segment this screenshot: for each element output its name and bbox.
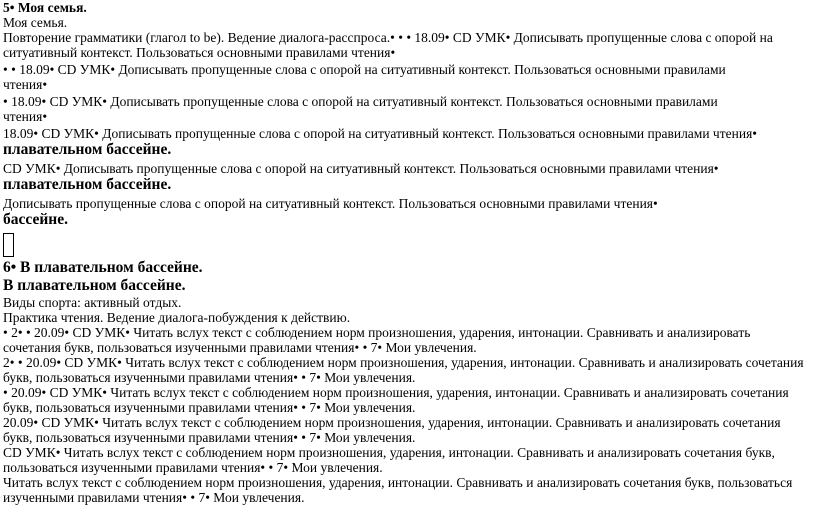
text-line: CD УМК• Читать вслух текст с соблюдением норм произношения, ударения, интонации. Сравнивать и анализировать сочетания букв,: [3, 445, 775, 460]
text-line: CD УМК• Дописывать пропущенные слова с опорой на ситуативный контекст. Пользоваться основными правилами чтения•: [3, 161, 719, 176]
text-line: Повторение грамматики (глагол to be). Ведение диалога-расспроса.• • • 18.09• CD УМК• Дописывать пропущенные слова с опорой на: [3, 30, 773, 45]
empty-box: [3, 233, 14, 257]
text-line: изученными правилами чтения• • 7• Мои увлечения.: [3, 490, 305, 505]
text-line: букв, пользоваться изученными правилами чтения• • 7• Мои увлечения.: [3, 430, 416, 445]
text-line: Дописывать пропущенные слова с опорой на ситуативный контекст. Пользоваться основными правилами чтения•: [3, 196, 658, 211]
text-line: ситуативный контекст. Пользоваться основными правилами чтения•: [3, 45, 396, 60]
text-line: • 2• • 20.09• CD УМК• Читать вслух текст с соблюдением норм произношения, ударения, интонации. Сравнивать и анализировать: [3, 325, 751, 340]
lesson-5-heading: 5• Моя семья.: [3, 0, 87, 15]
text-line: Читать вслух текст с соблюдением норм произношения, ударения, интонации. Сравнивать и анализировать сочетания букв, пользоваться: [3, 475, 793, 490]
lesson-6-title: В плавательном бассейне.: [3, 277, 186, 294]
text-line: 20.09• CD УМК• Читать вслух текст с соблюдением норм произношения, ударения, интонации. Сравнивать и анализировать сочетания: [3, 415, 781, 430]
document-body: [3, 0, 813, 505]
text-line: чтения•: [3, 77, 48, 92]
text-line: чтения•: [3, 109, 48, 124]
text-line: • 18.09• CD УМК• Дописывать пропущенные слова с опорой на ситуативный контекст. Пользоваться основными правилами: [3, 94, 718, 109]
text-line: пользоваться изученными правилами чтения• • 7• Мои увлечения.: [3, 460, 383, 475]
text-line: 18.09• CD УМК• Дописывать пропущенные слова с опорой на ситуативный контекст. Пользоваться основными правилами чтения•: [3, 126, 758, 141]
lesson-6-heading: 6• В плавательном бассейне.: [3, 259, 203, 276]
bold-fragment: плавательном бассейне.: [3, 176, 172, 193]
text-line: 2• • 20.09• CD УМК• Читать вслух текст с соблюдением норм произношения, ударения, интонации. Сравнивать и анализировать сочетания: [3, 355, 804, 370]
text-line: Практика чтения. Ведение диалога-побуждения к действию.: [3, 310, 351, 325]
text-line: букв, пользоваться изученными правилами чтения• • 7• Мои увлечения.: [3, 400, 416, 415]
lesson-5-title: Моя семья.: [3, 15, 68, 30]
text-line: букв, пользоваться изученными правилами чтения• • 7• Мои увлечения.: [3, 370, 416, 385]
text-line: • 20.09• CD УМК• Читать вслух текст с соблюдением норм произношения, ударения, интонации. Сравнивать и анализировать сочетания: [3, 385, 789, 400]
text-line: • • 18.09• CD УМК• Дописывать пропущенные слова с опорой на ситуативный контекст. Пользоваться основными правилами: [3, 62, 726, 77]
bold-fragment: бассейне.: [3, 211, 68, 228]
text-line: сочетания букв, пользоваться изученными правилами чтения• • 7• Мои увлечения.: [3, 340, 477, 355]
bold-fragment: плавательном бассейне.: [3, 141, 172, 158]
text-line: Виды спорта: активный отдых.: [3, 295, 182, 310]
